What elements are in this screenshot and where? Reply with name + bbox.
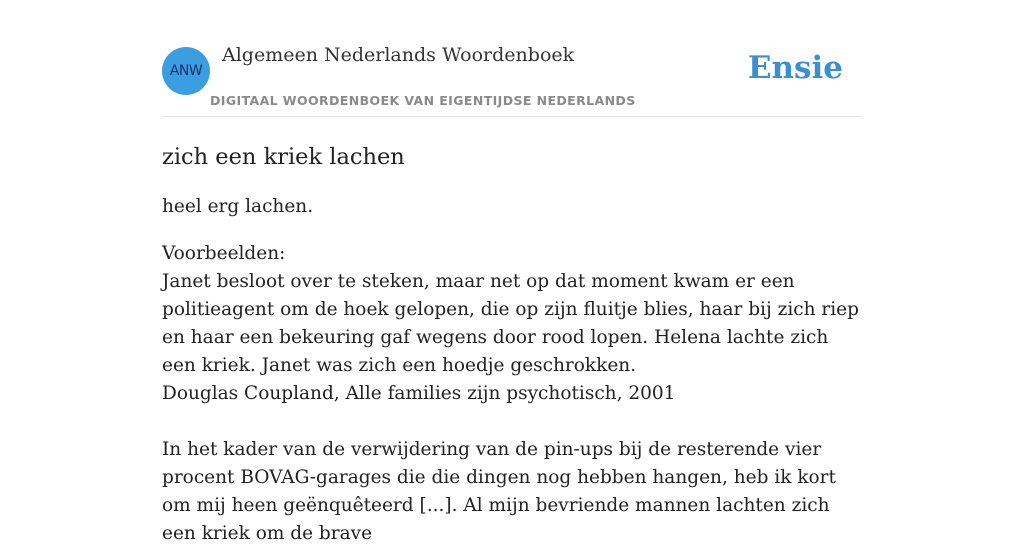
example-source: Douglas Coupland, Alle families zijn psychotisch, 2001	[162, 383, 676, 404]
entry-definition: heel erg lachen.	[162, 196, 314, 217]
example-text: In het kader van de verwijdering van de pin-ups bij de resterende vier procent BOVAG-garages die die dingen nog hebben hangen, heb ik kort om mij heen geënquêteerd [...]. Al mijn bevriende mannen lachten zich een kriek om de brave	[162, 439, 836, 544]
page	[162, 0, 862, 548]
examples-section	[162, 240, 862, 548]
source-title[interactable]: Algemeen Nederlands Woordenboek	[222, 44, 575, 66]
anw-logo[interactable]: ANW	[162, 47, 210, 95]
example-text: Janet besloot over te steken, maar net op dat moment kwam er een politieagent om de hoek gelopen, die op zijn fluitje blies, haar bij zich riep en haar een bekeuring gaf wegens door rood lopen. Helena lachte zich een kriek. Janet was zich een hoedje geschrokken.	[162, 271, 859, 376]
example-spacer	[162, 408, 862, 436]
entry-headword: zich een kriek lachen	[162, 144, 405, 170]
site-header	[162, 0, 862, 117]
ensie-brand-logo[interactable]: Ensie	[747, 50, 843, 86]
entry-content	[162, 143, 862, 548]
examples-label: Voorbeelden:	[162, 243, 286, 264]
source-subtitle: DIGITAAL WOORDENBOEK VAN EIGENTIJDSE NEDERLANDS	[210, 93, 636, 108]
